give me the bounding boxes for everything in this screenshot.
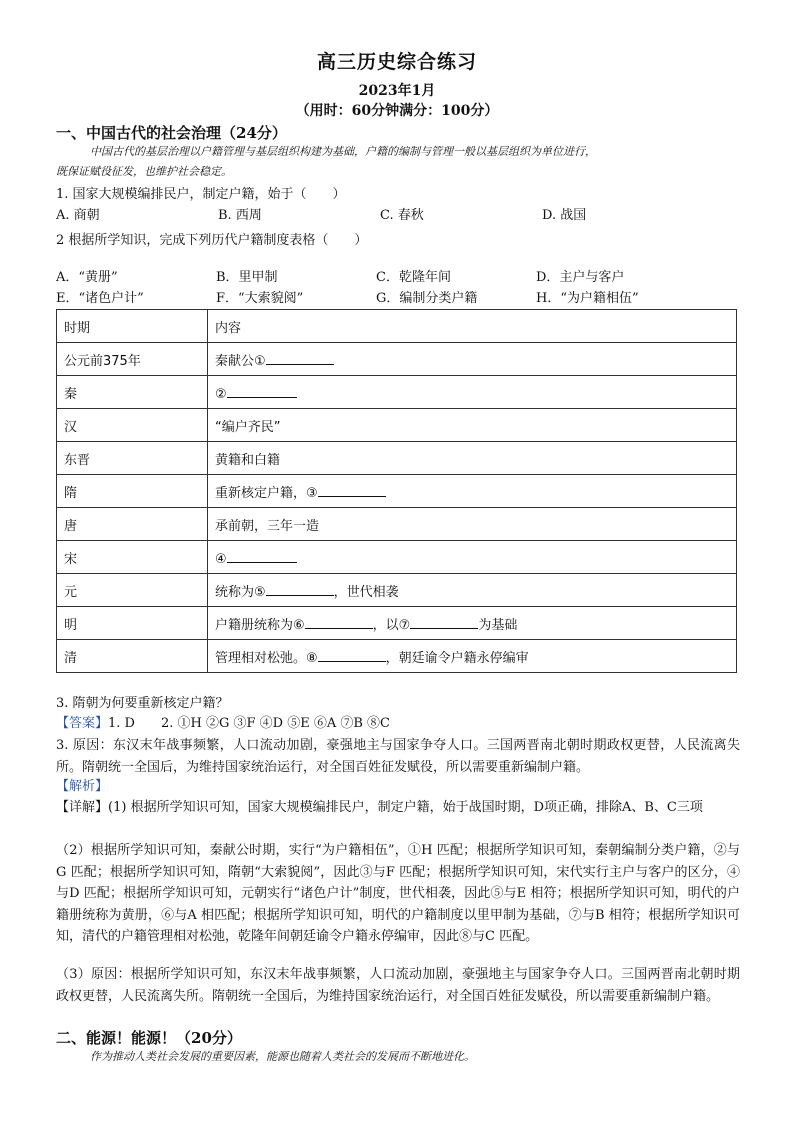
table-cell-period: 东晋 — [57, 442, 208, 475]
q1-text: 1. 国家大规模编排民户，制定户籍，始于（ ） — [56, 187, 346, 202]
content-text: ，世代相袭 — [333, 584, 399, 600]
table-row — [57, 409, 737, 442]
table-cell-content — [208, 343, 737, 376]
table-cell-content — [208, 376, 737, 409]
table-cell-content: 承前朝，三年一造 — [208, 508, 737, 541]
page-title: 高三历史综合练习 — [316, 51, 477, 73]
table-cell-period: 明 — [57, 607, 208, 640]
q3-text: 3. 隋朝为何要重新核定户籍？ — [56, 696, 229, 711]
content-text: 重新核定户籍，③ — [215, 485, 318, 501]
table-header-content: 内容 — [208, 310, 737, 343]
q2-options-row1 — [56, 269, 746, 287]
analysis-p2: （2）根据所学知识可知，秦献公时期，实行“为户籍相伍”，①H 匹配；根据所学知识可知，秦朝编制分类户籍，②与G 匹配；根据所学知识可知，隋朝“大索貌阅”，因此③与F 匹配；根据所学知识可知，宋代实行主户与客户的区分，④与D 匹配；根据所学知识可知，元朝实行“诸色户计”制度，世代相袭，因此⑤与E 相符；根据所学知识可知，明代的户籍册统称为黄册，⑥与A 相匹配；根据所学知识可知，明代的户籍制度以里甲制为基础，⑦与B 相符；根据所学知识可知，清代的户籍管理相对松弛，乾隆年间朝廷谕令户籍永停编审，因此⑧与C 匹配。 — [56, 843, 740, 944]
q2-options-row2 — [56, 290, 746, 308]
q2-text: 2 根据所学知识，完成下列历代户籍制度表格（ ） — [56, 233, 368, 248]
content-text: 为基础 — [478, 617, 518, 633]
answer-text: 1. D 2. ①H ②G ③F ④D ⑤E ⑥A ⑦B ⑧C — [108, 716, 390, 731]
detail-label: 【详解】 — [56, 800, 109, 815]
table-row — [57, 541, 737, 574]
table-cell-content — [208, 475, 737, 508]
answer-line — [56, 715, 746, 733]
table-row — [57, 508, 737, 541]
content-text: 统称为⑤ — [215, 584, 266, 600]
table-cell-period: 秦 — [57, 376, 208, 409]
section1-intro-line1: 中国古代的基层治理以户籍管理与基层组织构建为基础，户籍的编制与管理一般以基层组织为单位进行， — [90, 145, 596, 158]
table-cell-content — [208, 607, 737, 640]
answer-label: 【答案】 — [56, 716, 109, 731]
table-cell-period: 公元前375年 — [57, 343, 208, 376]
table-cell-content: 黄籍和白籍 — [208, 442, 737, 475]
analysis-p1-text: (1) 根据所学知识可知，国家大规模编排民户，制定户籍，始于战国时期，D项正确，排除A、B、C三项 — [108, 800, 703, 815]
table-row — [57, 475, 737, 508]
content-text: ，以⑦ — [372, 617, 411, 633]
q2-option-c[interactable]: C．乾隆年间 — [376, 270, 451, 285]
q3-answer: 3. 原因：东汉末年战事频繁，人口流动加剧，豪强地主与国家争夺人口。三国两晋南北朝时期政权更替，人民流离失所。隋朝统一全国后，为维持国家统治运行，对全国百姓征发赋役，所以需要重新编制户籍。 — [56, 738, 740, 775]
content-text: ，朝廷谕令户籍永停编审 — [385, 650, 529, 666]
q1-option-b[interactable]: B. 西周 — [218, 208, 262, 223]
blank-1[interactable] — [266, 350, 334, 365]
content-text: ④ — [215, 551, 227, 567]
analysis-p3: （3）原因：根据所学知识可知，东汉末年战事频繁，人口流动加剧，豪强地主与国家争夺人口。三国两晋南北朝时期政权更替，人民流离失所。隋朝统一全国后，为维持国家统治运行，对全国百姓征发赋役，所以需要重新编制户籍。 — [56, 967, 740, 1004]
q2-option-g[interactable]: G．编制分类户籍 — [376, 291, 478, 306]
table-row — [57, 343, 737, 376]
q2-option-a[interactable]: A．“黄册” — [56, 270, 118, 285]
content-text: 管理相对松弛。⑧ — [215, 650, 318, 666]
blank-7[interactable] — [410, 614, 478, 629]
blank-4[interactable] — [227, 548, 297, 563]
analysis-p1 — [56, 797, 740, 819]
content-text: 户籍册统称为⑥ — [215, 617, 305, 633]
household-registration-table — [56, 309, 737, 673]
table-cell-period: 唐 — [57, 508, 208, 541]
table-cell-content — [208, 574, 737, 607]
table-header-period: 时期 — [57, 310, 208, 343]
blank-3[interactable] — [318, 482, 386, 497]
exam-date: 2023年1月 — [358, 83, 436, 99]
section2-heading: 二、能源！能源！（20分） — [56, 1029, 242, 1047]
table-header-row — [57, 310, 737, 343]
q2-option-f[interactable]: F．“大索貌阅” — [216, 291, 304, 306]
blank-8[interactable] — [318, 647, 386, 662]
q1-option-d[interactable]: D. 战国 — [542, 208, 587, 223]
table-cell-content — [208, 640, 737, 673]
q1-option-c[interactable]: C. 春秋 — [380, 208, 424, 223]
table-row — [57, 607, 737, 640]
q2-option-b[interactable]: B．里甲制 — [216, 270, 278, 285]
q2-option-e[interactable]: E．“诸色户计” — [56, 291, 144, 306]
table-cell-period: 元 — [57, 574, 208, 607]
table-cell-period: 清 — [57, 640, 208, 673]
q1-option-a[interactable]: A. 商朝 — [56, 208, 100, 223]
table-row — [57, 640, 737, 673]
blank-5[interactable] — [266, 581, 334, 596]
section2-intro: 作为推动人类社会发展的重要因素，能源也随着人类社会的发展而不断地进化。 — [90, 1050, 475, 1063]
blank-6[interactable] — [305, 614, 373, 629]
analysis-label: 【解析】 — [56, 779, 109, 794]
table-cell-period: 宋 — [57, 541, 208, 574]
blank-2[interactable] — [227, 383, 297, 398]
table-row — [57, 376, 737, 409]
section1-heading: 一、中国古代的社会治理（24分） — [56, 124, 287, 142]
table-cell-period: 隋 — [57, 475, 208, 508]
q1-options — [56, 207, 746, 225]
content-text: ② — [215, 386, 227, 402]
q2-option-h[interactable]: H．“为户籍相伍” — [536, 291, 639, 306]
table-cell-period: 汉 — [57, 409, 208, 442]
section1-intro-line2: 既保证赋役征发，也维护社会稳定。 — [56, 165, 232, 178]
table-row — [57, 574, 737, 607]
table-cell-content: “编户齐民” — [208, 409, 737, 442]
table-cell-content — [208, 541, 737, 574]
table-row — [57, 442, 737, 475]
content-text: 秦献公① — [215, 353, 266, 369]
q2-option-d[interactable]: D．主户与客户 — [536, 270, 625, 285]
exam-time-score: （用时：60分钟满分：100分） — [295, 103, 499, 119]
